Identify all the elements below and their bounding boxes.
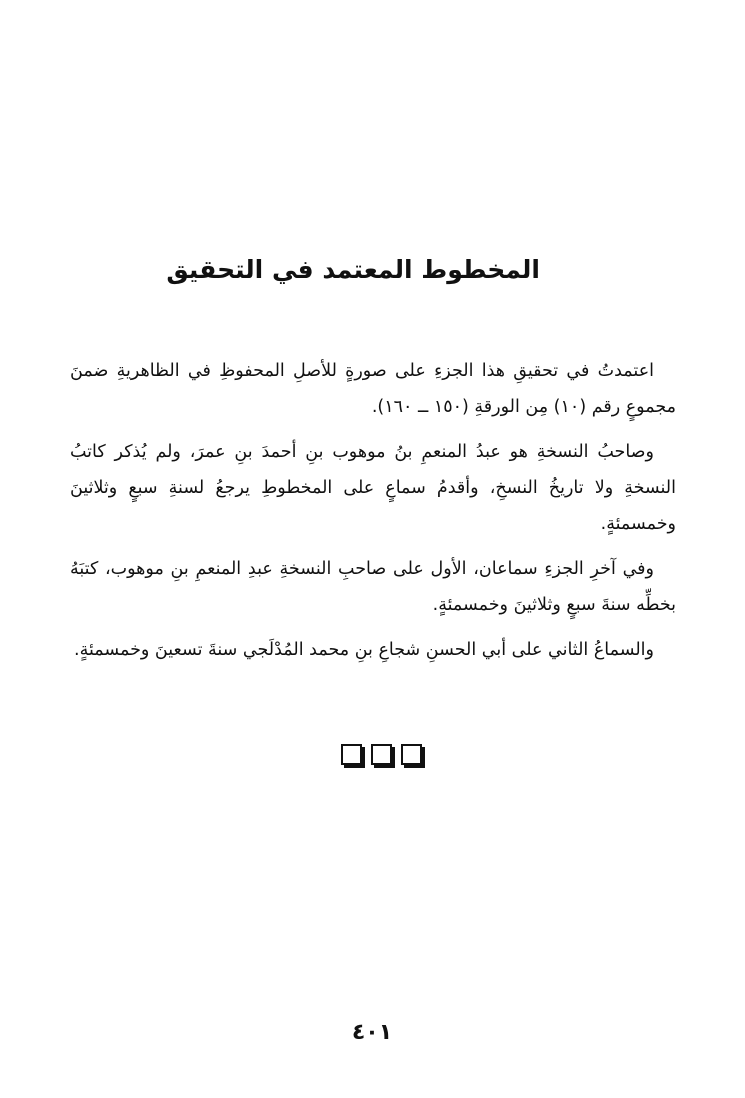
page-number: ٤٠١ xyxy=(351,1020,393,1045)
section-end-ornament-icon xyxy=(341,744,422,770)
body-text xyxy=(70,353,676,677)
paragraph: وفي آخرِ الجزءِ سماعان، الأول على صاحبِ النسخةِ عبدِ المنعمِ بنِ موهوب، كتبَهُ بخطِّه سنةَ سبعٍ وثلاثينَ وخمسمئةٍ. xyxy=(70,559,676,615)
paragraph: اعتمدتُ في تحقيقِ هذا الجزءِ على صورةٍ للأصلِ المحفوظِ في الظاهريةِ ضمنَ مجموعٍ رقم (١٠) مِن الورقةِ (١٥٠ ــ ١٦٠). xyxy=(70,361,676,417)
paragraph: والسماعُ الثاني على أبي الحسنِ شجاعِ بنِ محمد المُدْلَجي سنةَ تسعينَ وخمسمئةٍ. xyxy=(74,640,654,660)
paragraph: وصاحبُ النسخةِ هو عبدُ المنعمِ بنُ موهوب بنِ أحمدَ بنِ عمرَ، ولم يُذكر كاتبُ النسخةِ ولا تاريخُ النسخِ، وأقدمُ سماعٍ على المخطوطِ يرجعُ لسنةِ سبعٍ وثلاثينَ وخمسمئةٍ. xyxy=(70,442,676,534)
square-ornament-icon xyxy=(371,744,392,765)
square-ornament-icon xyxy=(341,744,362,765)
page-title: المخطوط المعتمد في التحقيق xyxy=(166,255,540,284)
square-ornament-icon xyxy=(401,744,422,765)
